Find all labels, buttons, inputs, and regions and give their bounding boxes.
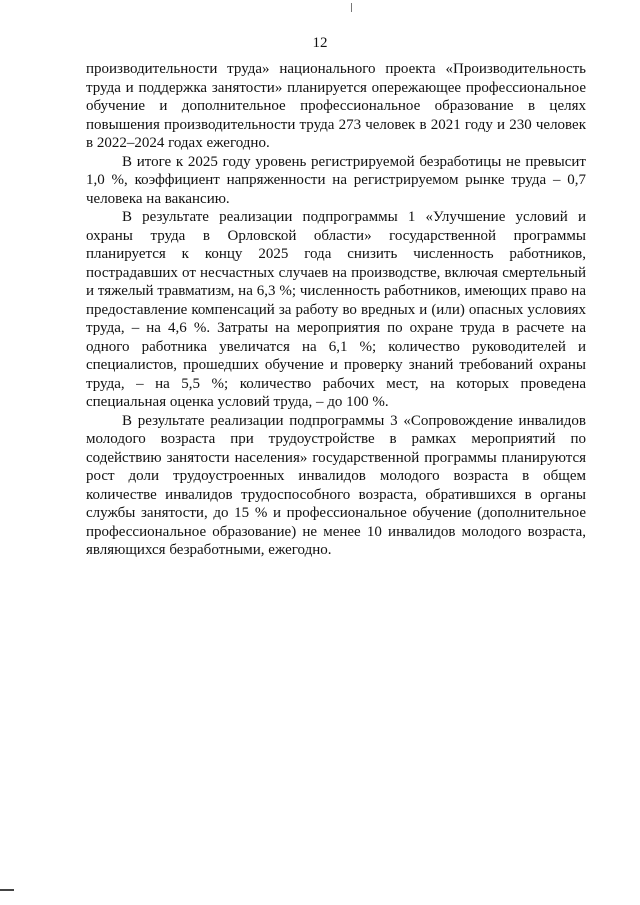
page-number: 12 [312,35,328,51]
paragraph-unemployment-target: В итоге к 2025 году уровень регистрируемой безработицы не превысит 1,0 %, коэффициент напряженности на регистрируемом рынке труда – 0,7 человека на вакансию. [86,153,586,207]
paragraph-subprogram-1-results: В результате реализации подпрограммы 1 «Улучшение условий и охраны труда в Орловской области» государственной программы планируется к концу 2025 года снизить численность работников, пострадавших от несчастных случаев на производстве, включая смертельный и тяжелый травматизм, на 6,3 %; численность работников, имеющих право на предоставление компенсаций за работу во вредных и (или) опасных условиях труда, – на 4,6 %. Затраты на мероприятия по охране труда в расчете на одного работника увеличатся на 6,1 %; количество руководителей и специалистов, прошедших обучение и проверку знаний требований охраны труда, – на 5,5 %; количество рабочих мест, на которых проведена специальная оценка условий труда, – до 100 %. [86,209,586,410]
paragraph-continuation: производительности труда» национального проекта «Производительность труда и поддержка занятости» планируется опережающее профессиональное обучение и дополнительное профессиональное образование в целях повышения производительности труда 273 человек в 2021 году и 230 человек в 2022–2024 годах ежегодно. [86,61,586,151]
scan-artifact-mark [351,3,352,12]
scan-edge-mark [0,889,14,891]
body-text [86,60,586,560]
paragraph-subprogram-3-results: В результате реализации подпрограммы 3 «Сопровождение инвалидов молодого возраста при трудоустройстве в рамках мероприятий по содействию занятости населения» государственной программы планируются рост доли трудоустроенных инвалидов молодого возраста в общем количестве инвалидов трудоспособного возраста, обратившихся в органы службы занятости, до 15 % и профессиональное обучение (дополнительное профессиональное образование) не менее 10 инвалидов молодого возраста, являющихся безработными, ежегодно. [86,412,586,558]
